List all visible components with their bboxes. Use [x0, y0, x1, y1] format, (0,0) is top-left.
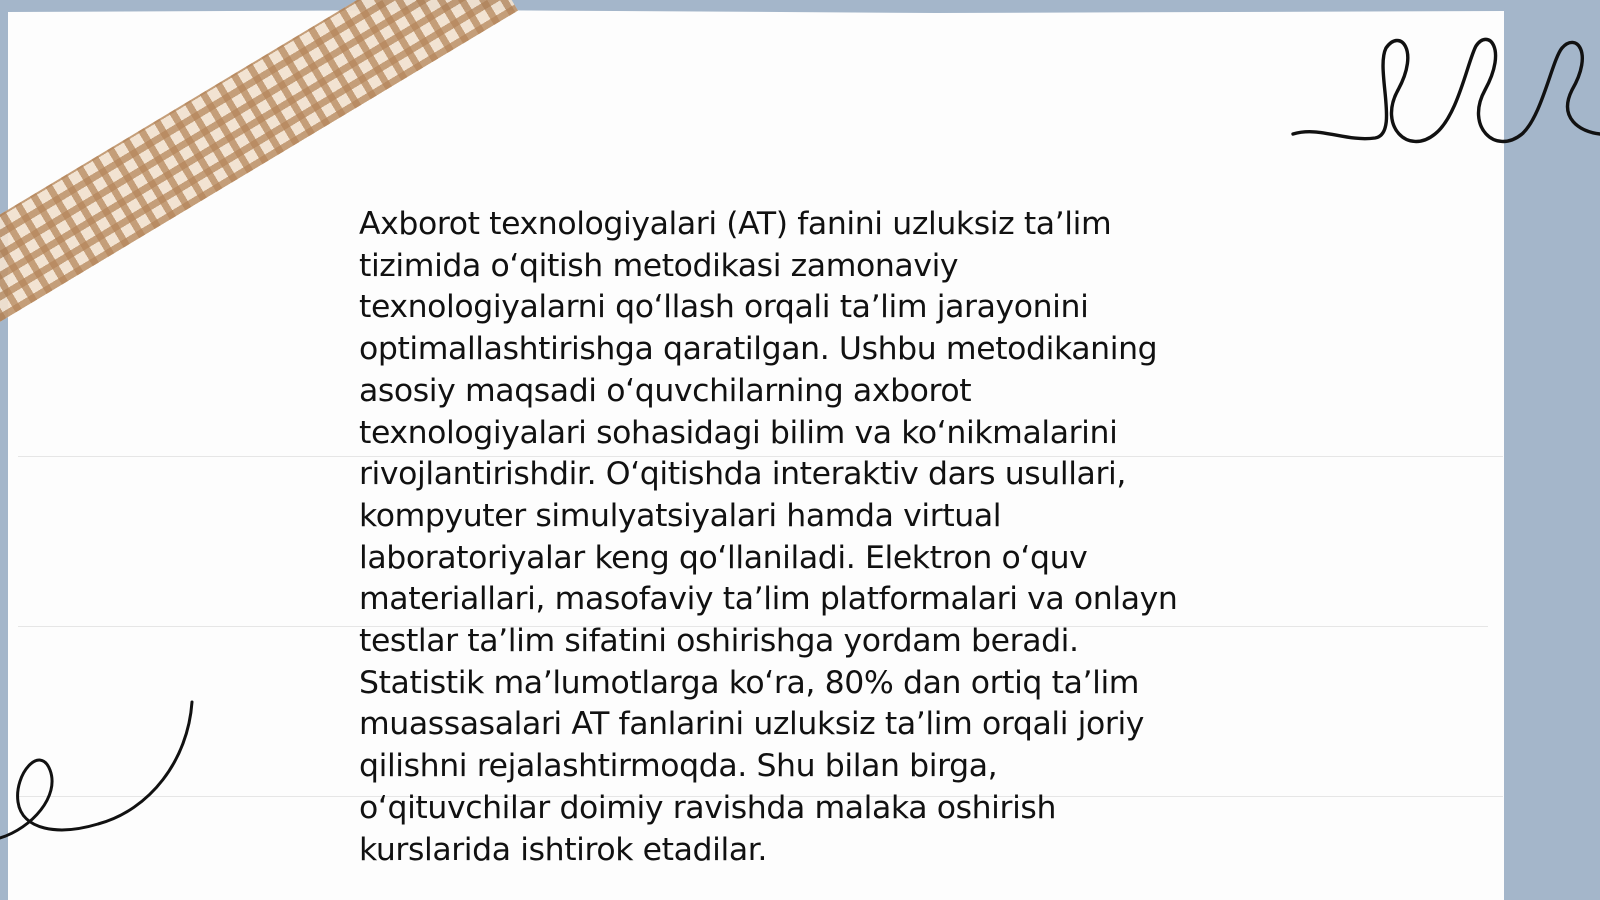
body-line: testlar ta’lim sifatini oshirishga yordam beradi. [359, 623, 1079, 660]
body-line: optimallashtirishga qaratilgan. Ushbu metodikaning [359, 331, 1158, 368]
body-paragraph [359, 204, 1239, 871]
body-line: texnologiyalarni qo‘llash orqali ta’lim jarayonini [359, 289, 1089, 326]
curl-squiggle-icon [0, 690, 210, 860]
body-line: texnologiyalari sohasidagi bilim va ko‘nikmalarini [359, 414, 1118, 451]
body-line: laboratoriyalar keng qo‘llaniladi. Elektron o‘quv [359, 539, 1088, 576]
body-line: asosiy maqsadi o‘quvchilarning axborot [359, 372, 972, 409]
body-line: o‘qituvchilar doimiy ravishda malaka oshirish [359, 789, 1057, 826]
loop-squiggle-icon [1290, 30, 1600, 170]
body-line: Axborot texnologiyalari (AT) fanini uzluksiz ta’lim [359, 206, 1112, 242]
body-line: muassasalari AT fanlarini uzluksiz ta’lim orqali joriy [359, 706, 1145, 743]
body-line: materiallari, masofaviy ta’lim platformalari va onlayn [359, 581, 1178, 618]
body-line: qilishni rejalashtirmoqda. Shu bilan birga, [359, 748, 998, 785]
body-line: tizimida o‘qitish metodikasi zamonaviy [359, 247, 959, 284]
body-line: rivojlantirishdir. O‘qitishda interaktiv dars usullari, [359, 456, 1126, 493]
body-line: kompyuter simulyatsiyalari hamda virtual [359, 497, 1002, 534]
body-line: Statistik ma’lumotlarga ko‘ra, 80% dan ortiq ta’lim [359, 664, 1140, 701]
body-line: kurslarida ishtirok etadilar. [359, 831, 767, 868]
